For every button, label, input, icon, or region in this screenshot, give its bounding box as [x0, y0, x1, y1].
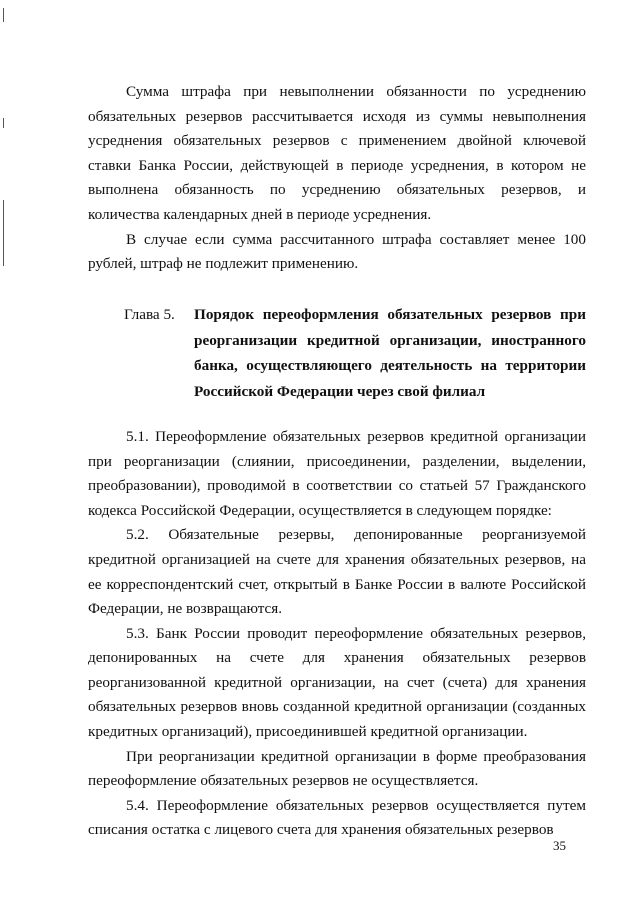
paragraph-fine-amount: Сумма штрафа при невыполнении обязанности по усреднению обязательных резервов рассчитывается исходя из суммы невыполнения усреднения обязательных резервов с применением двойной ключевой ставки Банка России, действующей в периоде усреднения, в котором не выполнена обязанность по усреднению обязательных резервов, и количества календарных дней в периоде усреднения.: [88, 83, 586, 223]
chapter-heading: [88, 302, 586, 405]
paragraph-5-3: 5.3. Банк России проводит переоформление обязательных резервов, депонированных на счете для хранения обязательных резервов реорганизованной кредитной организации, на счет (счета) для хранения обязательных резервов вновь созданной кредитной организации (созданных кредитных организаций), присоединившей кредитной организации.: [88, 624, 586, 741]
page-number: 35: [553, 838, 566, 853]
paragraph-5-4: 5.4. Переоформление обязательных резервов осуществляется путем списания остатка с лицевого счета для хранения обязательных резервов: [88, 796, 586, 839]
paragraph-5-2: 5.2. Обязательные резервы, депонированные реорганизуемой кредитной организацией на счете для хранения обязательных резервов, на ее корреспондентский счет, открытый в Банке России в валюте Российской Федерации, не возвращаются.: [88, 526, 586, 618]
binding-mark: [3, 8, 4, 22]
paragraph-5-1: 5.1. Переоформление обязательных резервов кредитной организации при реорганизации (слиянии, присоединении, разделении, выделении, преобразовании), проводимой в соответствии со статьей 57 Гражданского кодекса Российской Федерации, осуществляется в следующем порядке:: [88, 427, 586, 519]
binding-marks: [0, 0, 20, 905]
binding-mark: [3, 118, 4, 128]
document-body: [88, 80, 586, 843]
chapter-label: Глава 5.: [124, 305, 175, 323]
paragraph-transformation: При реорганизации кредитной организации в форме преобразования переоформление обязательных резервов не осуществляется.: [88, 747, 586, 790]
binding-mark: [3, 200, 4, 266]
paragraph-min-fine: В случае если сумма рассчитанного штрафа составляет менее 100 рублей, штраф не подлежит применению.: [88, 230, 586, 273]
chapter-title: Порядок переоформления обязательных резервов при реорганизации кредитной организации, иностранного банка, осуществляющего деятельность на территории Российской Федерации через свой филиал: [194, 305, 586, 401]
